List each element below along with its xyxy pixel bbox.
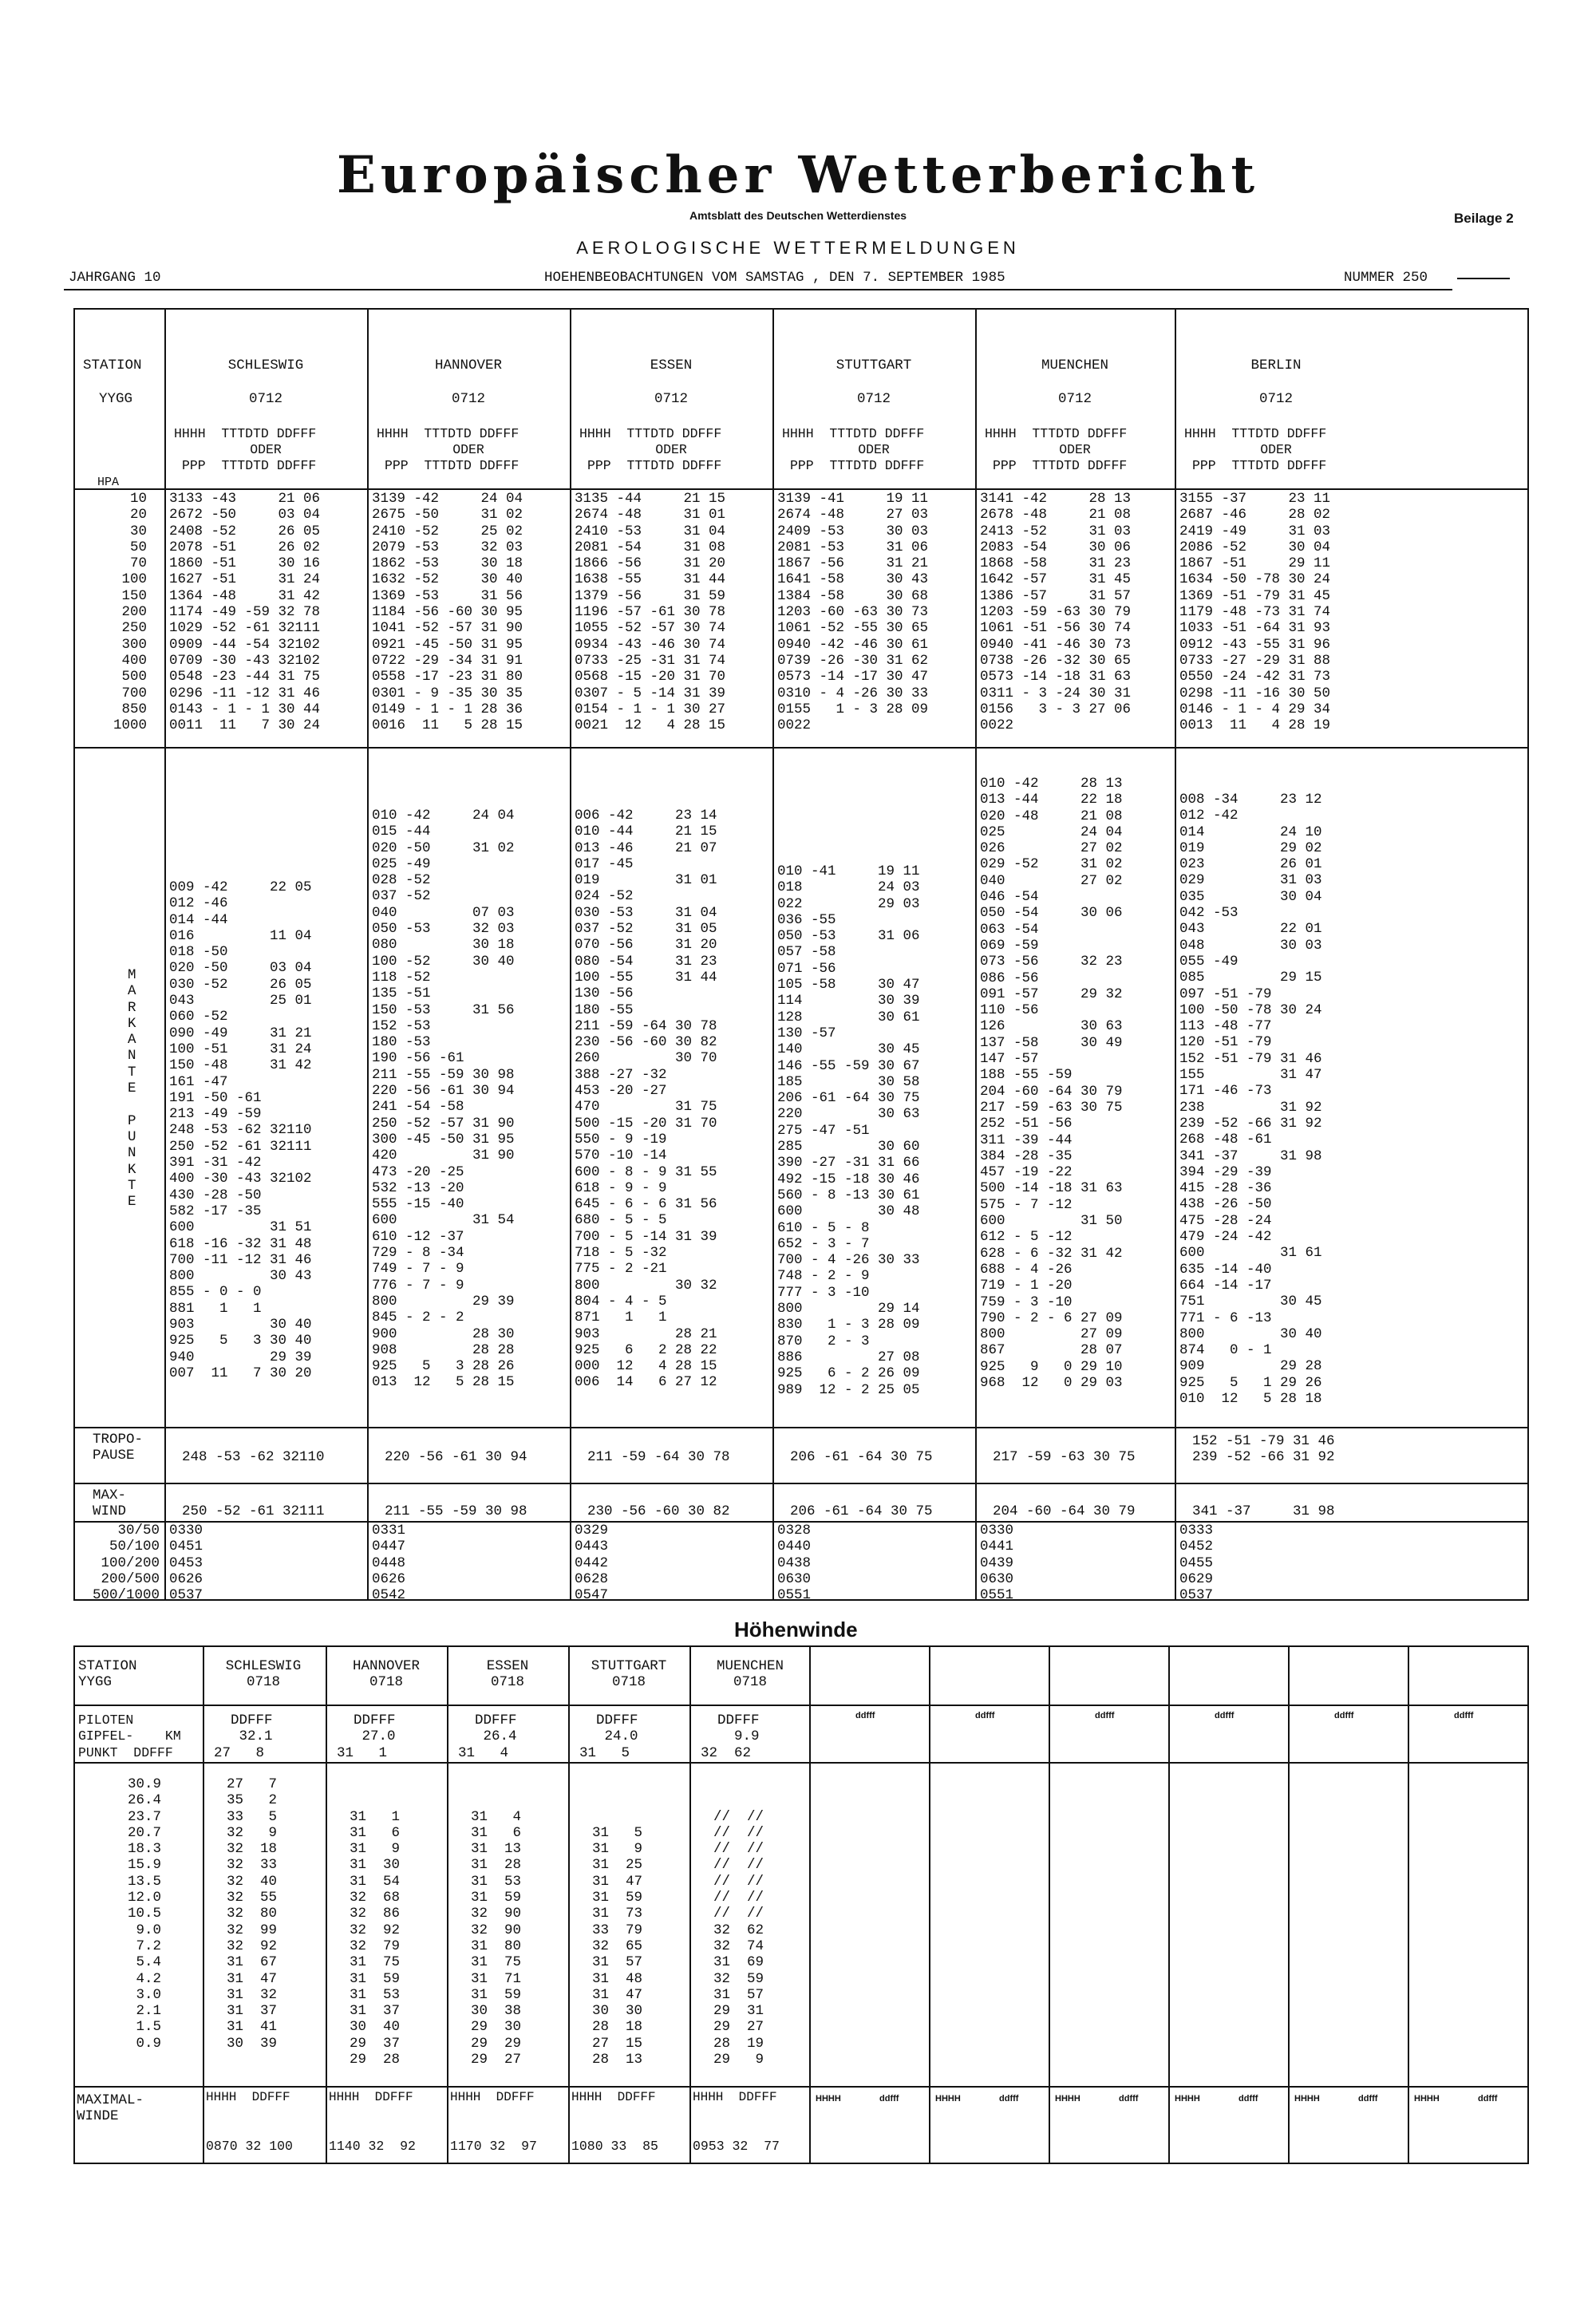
hw-row-divider [73,1705,1529,1706]
maximal-value: 0953 32 77 [693,2139,780,2154]
hhhh-header: HHHH [1414,2094,1440,2104]
hw-col-divider [447,1645,448,2164]
hw-station-yygg: 0718 [490,1674,524,1690]
piloten-value: DDFFF 27.0 31 1 [337,1712,396,1761]
hw-row-divider [73,2086,1529,2088]
column-head: ODER [858,442,890,457]
station-name: HANNOVER [434,358,502,373]
maxwind-head: HHHH DDFFF [206,2090,290,2104]
piloten-label: PILOTEN GIPFEL- KM PUNKT DDFFF [78,1712,181,1760]
markante-punkte-column: 009 -42 22 05 012 -46 014 -44 016 11 04 018 -50 020 -50 03 04 030 -52 26 05 043 25 01 060 -52 090 -49 31 21 100 -51 31 24 150 -48 31 42 161 -47 191 -50 -61 213 -49 -59 248 -53 -62 32110 250 -52 -61 32111 391 -31 -42 400 -30 -43 32102 430 -28 -50 582 -17 -35 600 31 51 618 -16 -32 31 48 700 -11 -12 31 46 800 30 43 855 - 0 - 0 881 1 1 903 30 40 925 5 3 30 40 940 29 39 007 11 7 30 20 [169,879,312,1381]
publisher-subtitle: Amtsblatt des Deutschen Wetterdienstes [689,209,907,222]
col-divider [164,308,166,1601]
tropopause-value: 248 -53 -62 32110 [182,1449,325,1465]
station-yygg: 0712 [1258,391,1293,407]
standard-levels-column: 3141 -42 28 13 2678 -48 21 08 2413 -52 31 03 2083 -54 30 06 1868 -58 31 23 1642 -57 31 45 1386 -57 31 57 1203 -59 -63 30 79 1061 -51 -56 30 74 0940 -41 -46 30 73 0738 -26 -32 30 65 0573 -14 -18 31 63 0311 - 3 -24 30 31 0156 3 - 3 27 06 0022 [980,491,1132,734]
hhhh-header: HHHH [1175,2094,1200,2104]
station-yygg: 0712 [654,391,688,407]
ddfff-header: ddfff [1238,2094,1258,2104]
hw-station-yygg: 0718 [733,1674,767,1690]
standard-levels-column: 3139 -42 24 04 2675 -50 31 02 2410 -52 25 02 2079 -53 32 03 1862 -53 30 18 1632 -52 30 40 1369 -53 31 56 1184 -56 -60 30 95 1041 -52 -57 31 90 0921 -45 -50 31 95 0722 -29 -34 31 91 0558 -17 -23 31 80 0301 - 9 -35 30 35 0149 - 1 - 1 28 36 0016 11 5 28 15 [372,491,523,734]
ddfff-header: ddfff [999,2094,1019,2104]
hw-row-divider [73,1762,1529,1764]
beilage-label: Beilage 2 [1454,211,1514,226]
row-divider [73,488,1529,490]
station-yygg: 0712 [1057,391,1092,407]
hw-col-divider [1049,1645,1050,2164]
height-list: 30.9 26.4 23.7 20.7 18.3 15.9 13.5 12.0 10.5 9.0 7.2 5.4 4.2 3.0 2.1 1.5 0.9 [127,1776,161,2052]
thickness-values: 0331 0447 0448 0626 0542 [372,1523,406,1604]
hpa-label: HPA [97,476,120,489]
hw-station-name: MUENCHEN [716,1658,784,1674]
markante-punkte-label: M A R K A N T E P U N K T E [128,967,136,1211]
hw-station-name: SCHLESWIG [225,1658,302,1674]
maxwind-head: HHHH DDFFF [450,2090,535,2104]
tropopause-value: 206 -61 -64 30 75 [790,1449,933,1465]
thickness-values: 0333 0452 0455 0629 0537 [1179,1523,1214,1604]
standard-levels-column: 3139 -41 19 11 2674 -48 27 03 2409 -53 30 03 2081 -53 31 06 1867 -56 31 21 1641 -58 30 43 1384 -58 30 68 1203 -60 -63 30 73 1061 -52 -55 30 65 0940 -42 -46 30 61 0739 -26 -30 31 62 0573 -14 -17 30 47 0310 - 4 -26 30 33 0155 1 - 3 28 09 0022 [777,491,929,734]
hw-col-divider [929,1645,930,2164]
thickness-labels: 30/50 50/100 100/200 200/500 500/1000 [92,1523,160,1604]
hw-col-divider [1408,1645,1409,2164]
column-head: HHHH TTTDTD DDFFF [579,426,722,441]
jahrgang-label: JAHRGANG 10 [69,270,161,286]
station-yygg: 0712 [248,391,282,407]
column-head: HHHH TTTDTD DDFFF [1184,426,1327,441]
ddfff-header: ddfff [1478,2094,1498,2104]
standard-levels-column: 3133 -43 21 06 2672 -50 03 04 2408 -52 26 05 2078 -51 26 02 1860 -51 30 16 1627 -51 31 24 1364 -48 31 42 1174 -49 -59 32 78 1029 -52 -61 32111 0909 -44 -54 32102 0709 -30 -43 32102 0548 -23 -44 31 75 0296 -11 -12 31 46 0143 - 1 - 1 30 44 0011 11 7 30 24 [169,491,321,734]
column-head: PPP TTTDTD DDFFF [993,458,1128,473]
col-divider [772,308,774,1601]
column-head: PPP TTTDTD DDFFF [385,458,519,473]
hw-station-name: HANNOVER [352,1658,420,1674]
station-name: SCHLESWIG [227,358,304,373]
ddfff-header: ddfff [1215,1711,1235,1720]
station-yygg: 0712 [856,391,891,407]
maximal-value: 1170 32 97 [450,2139,537,2154]
maximal-value: 1080 33 85 [571,2139,658,2154]
ddfff-header: ddfff [1095,1711,1115,1720]
piloten-value: DDFFF 32.1 27 8 [214,1712,273,1761]
column-head: PPP TTTDTD DDFFF [1192,458,1327,473]
markante-punkte-column: 010 -42 24 04 015 -44 020 -50 31 02 025 -49 028 -52 037 -52 040 07 03 050 -53 32 03 080 30 18 100 -52 30 40 118 -52 135 -51 150 -53 31 56 152 -53 180 -53 190 -56 -61 211 -55 -59 30 98 220 -56 -61 30 94 241 -54 -58 250 -52 -57 31 90 300 -45 -50 31 95 420 31 90 473 -20 -25 532 -13 -20 555 -15 -40 600 31 54 610 -12 -37 729 - 8 -34 749 - 7 - 9 776 - 7 - 9 800 29 39 845 - 2 - 2 900 28 30 908 28 28 925 5 3 28 26 013 12 5 28 15 [372,808,515,1391]
maxwind-head: HHHH DDFFF [693,2090,777,2104]
col-divider [570,308,571,1601]
markante-punkte-column: 010 -42 28 13 013 -44 22 18 020 -48 21 08 025 24 04 026 27 02 029 -52 31 02 040 27 02 046 -54 050 -54 30 06 063 -54 069 -59 073 -56 32 23 086 -56 091 -57 29 32 110 -56 126 30 63 137 -58 30 49 147 -57 188 -55 -59 204 -60 -64 30 79 217 -59 -63 30 75 252 -51 -56 311 -39 -44 384 -28 -35 457 -19 -22 500 -14 -18 31 63 575 - 7 -12 600 31 50 612 - 5 -12 628 - 6 -32 31 42 688 - 4 -26 719 - 1 -20 759 - 3 -10 790 - 2 - 6 27 09 800 27 09 867 28 07 925 9 0 29 10 968 12 0 29 03 [980,776,1123,1391]
thickness-values: 0329 0443 0442 0628 0547 [575,1523,609,1604]
hw-station-yygg: 0718 [246,1674,280,1690]
hw-station-label: STATION YYGG [78,1658,137,1691]
maxwind-label: MAX- WIND [93,1487,127,1520]
hw-col-divider [1168,1645,1170,2164]
hhhh-header: HHHH [816,2094,841,2104]
station-name: ESSEN [650,358,693,373]
column-head: ODER [1260,442,1292,457]
ddfff-header: ddfff [879,2094,899,2104]
hw-station-yygg: 0718 [369,1674,403,1690]
markante-punkte-column: 010 -41 19 11 018 24 03 022 29 03 036 -55 050 -53 31 06 057 -58 071 -56 105 -58 30 47 114 30 39 128 30 61 130 -57 140 30 45 146 -55 -59 30 67 185 30 58 206 -61 -64 30 75 220 30 63 275 -47 -51 285 30 60 390 -27 -31 31 66 492 -15 -18 30 46 560 - 8 -13 30 61 600 30 48 610 - 5 - 8 652 - 3 - 7 700 - 4 -26 30 33 748 - 2 - 9 777 - 3 -10 800 29 14 830 1 - 3 28 09 870 2 - 3 886 27 08 925 6 - 2 26 09 989 12 - 2 25 05 [777,863,920,1398]
level-list: 10 20 30 50 70 100 150 200 250 300 400 500 700 850 1000 [113,491,147,734]
hw-station-yygg: 0718 [611,1674,646,1690]
column-head: HHHH TTTDTD DDFFF [174,426,317,441]
thickness-values: 0330 0451 0453 0626 0537 [169,1523,203,1604]
hhhh-header: HHHH [935,2094,961,2104]
maxwind-value: 211 -55 -59 30 98 [385,1503,527,1519]
station-name: MUENCHEN [1041,358,1108,373]
thickness-values: 0330 0441 0439 0630 0551 [980,1523,1014,1604]
tropopause-value: 217 -59 -63 30 75 [993,1449,1136,1465]
wind-column: // // // // // // // // // // // // // // 32 62 32 74 31 69 32 59 31 57 29 31 29 27 28 19 29 9 [713,1808,764,2068]
thickness-values: 0328 0440 0438 0630 0551 [777,1523,812,1604]
ddfff-header: ddfff [1334,1711,1354,1720]
maximal-label: MAXIMAL- WINDE [77,2092,144,2125]
column-head: HHHH TTTDTD DDFFF [377,426,519,441]
hw-station-name: ESSEN [486,1658,529,1674]
col-divider [367,308,369,1601]
station-name: STUTTGART [836,358,912,373]
wind-column: 31 5 31 9 31 25 31 47 31 59 31 73 33 79 32 65 31 57 31 48 31 47 30 30 28 18 27 15 28 13 [592,1824,643,2068]
ddfff-header: ddfff [855,1711,875,1720]
standard-levels-column: 3155 -37 23 11 2687 -46 28 02 2419 -49 31 03 2086 -52 30 04 1867 -51 29 11 1634 -50 -78 30 24 1369 -51 -79 31 45 1179 -48 -73 31 74 1033 -51 -64 31 93 0912 -43 -55 31 96 0733 -27 -29 31 88 0550 -24 -42 31 73 0298 -11 -16 30 50 0146 - 1 - 4 29 34 0013 11 4 28 19 [1179,491,1331,734]
col-divider [975,308,977,1601]
column-head: PPP TTTDTD DDFFF [790,458,925,473]
hw-col-divider [1288,1645,1290,2164]
hw-station-name: STUTTGART [591,1658,667,1674]
wind-column: 31 1 31 6 31 9 31 30 31 54 32 68 32 86 32 92 32 79 31 75 31 59 31 53 31 37 30 40 29 37 29 28 [350,1808,401,2068]
tropopause-value: 220 -56 -61 30 94 [385,1449,527,1465]
piloten-value: DDFFF 9.9 32 62 [701,1712,760,1761]
hhhh-header: HHHH [1294,2094,1320,2104]
markante-punkte-column: 006 -42 23 14 010 -44 21 15 013 -46 21 07 017 -45 019 31 01 024 -52 030 -53 31 04 037 -52 31 05 070 -56 31 20 080 -54 31 23 100 -55 31 44 130 -56 180 -55 211 -59 -64 30 78 230 -56 -60 30 82 260 30 70 388 -27 -32 453 -20 -27 470 31 75 500 -15 -20 31 70 550 - 9 -19 570 -10 -14 600 - 8 - 9 31 55 618 - 9 - 9 645 - 6 - 6 31 56 680 - 5 - 5 700 - 5 -14 31 39 718 - 5 -32 775 - 2 -21 800 30 32 804 - 4 - 5 871 1 1 903 28 21 925 6 2 28 22 000 12 4 28 15 006 14 6 27 12 [575,808,717,1391]
hhhh-header: HHHH [1055,2094,1080,2104]
col-divider [1175,308,1176,1601]
maximal-value: 0870 32 100 [206,2139,293,2154]
column-head: ODER [452,442,484,457]
maxwind-value: 341 -37 31 98 [1192,1503,1335,1519]
standard-levels-column: 3135 -44 21 15 2674 -48 31 01 2410 -53 31 04 2081 -54 31 08 1866 -56 31 20 1638 -55 31 44 1379 -56 31 59 1196 -57 -61 30 78 1055 -52 -57 30 74 0934 -43 -46 30 74 0733 -25 -31 31 74 0568 -15 -20 31 70 0307 - 5 -14 31 39 0154 - 1 - 1 30 27 0021 12 4 28 15 [575,491,726,734]
tropopause-value: 152 -51 -79 31 46 239 -52 -66 31 92 [1192,1433,1335,1466]
maxwind-value: 206 -61 -64 30 75 [790,1503,933,1519]
station-label: STATION [83,358,142,373]
station-yygg: 0712 [451,391,485,407]
maxwind-value: 250 -52 -61 32111 [182,1503,325,1519]
hw-col-divider [203,1645,204,2164]
maxwind-head: HHHH DDFFF [329,2090,413,2104]
section-title: AEROLOGISCHE WETTERMELDUNGEN [576,238,1020,258]
tropopause-label: TROPO- PAUSE [93,1432,144,1464]
piloten-value: DDFFF 26.4 31 4 [458,1712,517,1761]
wind-column: 27 7 35 2 33 5 32 9 32 18 32 33 32 40 32 55 32 80 32 99 32 92 31 67 31 47 31 32 31 37 31 41 30 39 [227,1776,278,2052]
column-head: ODER [250,442,282,457]
row-divider [73,1427,1529,1428]
markante-punkte-column: 008 -34 23 12 012 -42 014 24 10 019 29 02 023 26 01 029 31 03 035 30 04 042 -53 043 22 01 048 30 03 055 -49 085 29 15 097 -51 -79 100 -50 -78 30 24 113 -48 -77 120 -51 -79 152 -51 -79 31 46 155 31 47 171 -46 -73 238 31 92 239 -52 -66 31 92 268 -48 -61 341 -37 31 98 394 -29 -39 415 -28 -36 438 -26 -50 475 -28 -24 479 -24 -42 600 31 61 635 -14 -40 664 -14 -17 751 30 45 771 - 6 -13 800 30 40 874 0 - 1 909 29 28 925 5 1 29 26 010 12 5 28 18 [1179,792,1322,1407]
column-head: ODER [1059,442,1091,457]
column-head: PPP TTTDTD DDFFF [182,458,317,473]
column-head: ODER [655,442,687,457]
maxwind-value: 230 -56 -60 30 82 [587,1503,730,1519]
column-head: HHHH TTTDTD DDFFF [985,426,1128,441]
hw-col-divider [689,1645,691,2164]
station-name: BERLIN [1250,358,1302,373]
yygg-label: YYGG [99,391,133,407]
row-divider [73,1483,1529,1484]
piloten-value: DDFFF 24.0 31 5 [579,1712,638,1761]
wind-column: 31 4 31 6 31 13 31 28 31 53 31 59 32 90 32 90 31 80 31 75 31 71 31 59 30 38 29 30 29 29 29 27 [471,1808,522,2068]
tropopause-value: 211 -59 -64 30 78 [587,1449,730,1465]
ddfff-header: ddfff [1119,2094,1139,2104]
ddfff-header: ddfff [1454,1711,1474,1720]
hoehenwinde-title: Höhenwinde [734,1618,858,1641]
observation-date: HOEHENBEOBACHTUNGEN VOM SAMSTAG , DEN 7. SEPTEMBER 1985 [544,270,1005,286]
maxwind-value: 204 -60 -64 30 79 [993,1503,1136,1519]
ddfff-header: ddfff [975,1711,995,1720]
row-divider [73,747,1529,749]
page-title: Europäischer Wetterbericht [337,145,1259,205]
maximal-value: 1140 32 92 [329,2139,416,2154]
hw-col-divider [326,1645,327,2164]
hw-col-divider [809,1645,811,2164]
maxwind-head: HHHH DDFFF [571,2090,656,2104]
header-rule-short [1457,278,1510,279]
column-head: PPP TTTDTD DDFFF [587,458,722,473]
issue-number: NUMMER 250 [1344,270,1428,286]
header-rule [64,289,1452,290]
ddfff-header: ddfff [1358,2094,1378,2104]
column-head: HHHH TTTDTD DDFFF [782,426,925,441]
hw-col-divider [568,1645,570,2164]
